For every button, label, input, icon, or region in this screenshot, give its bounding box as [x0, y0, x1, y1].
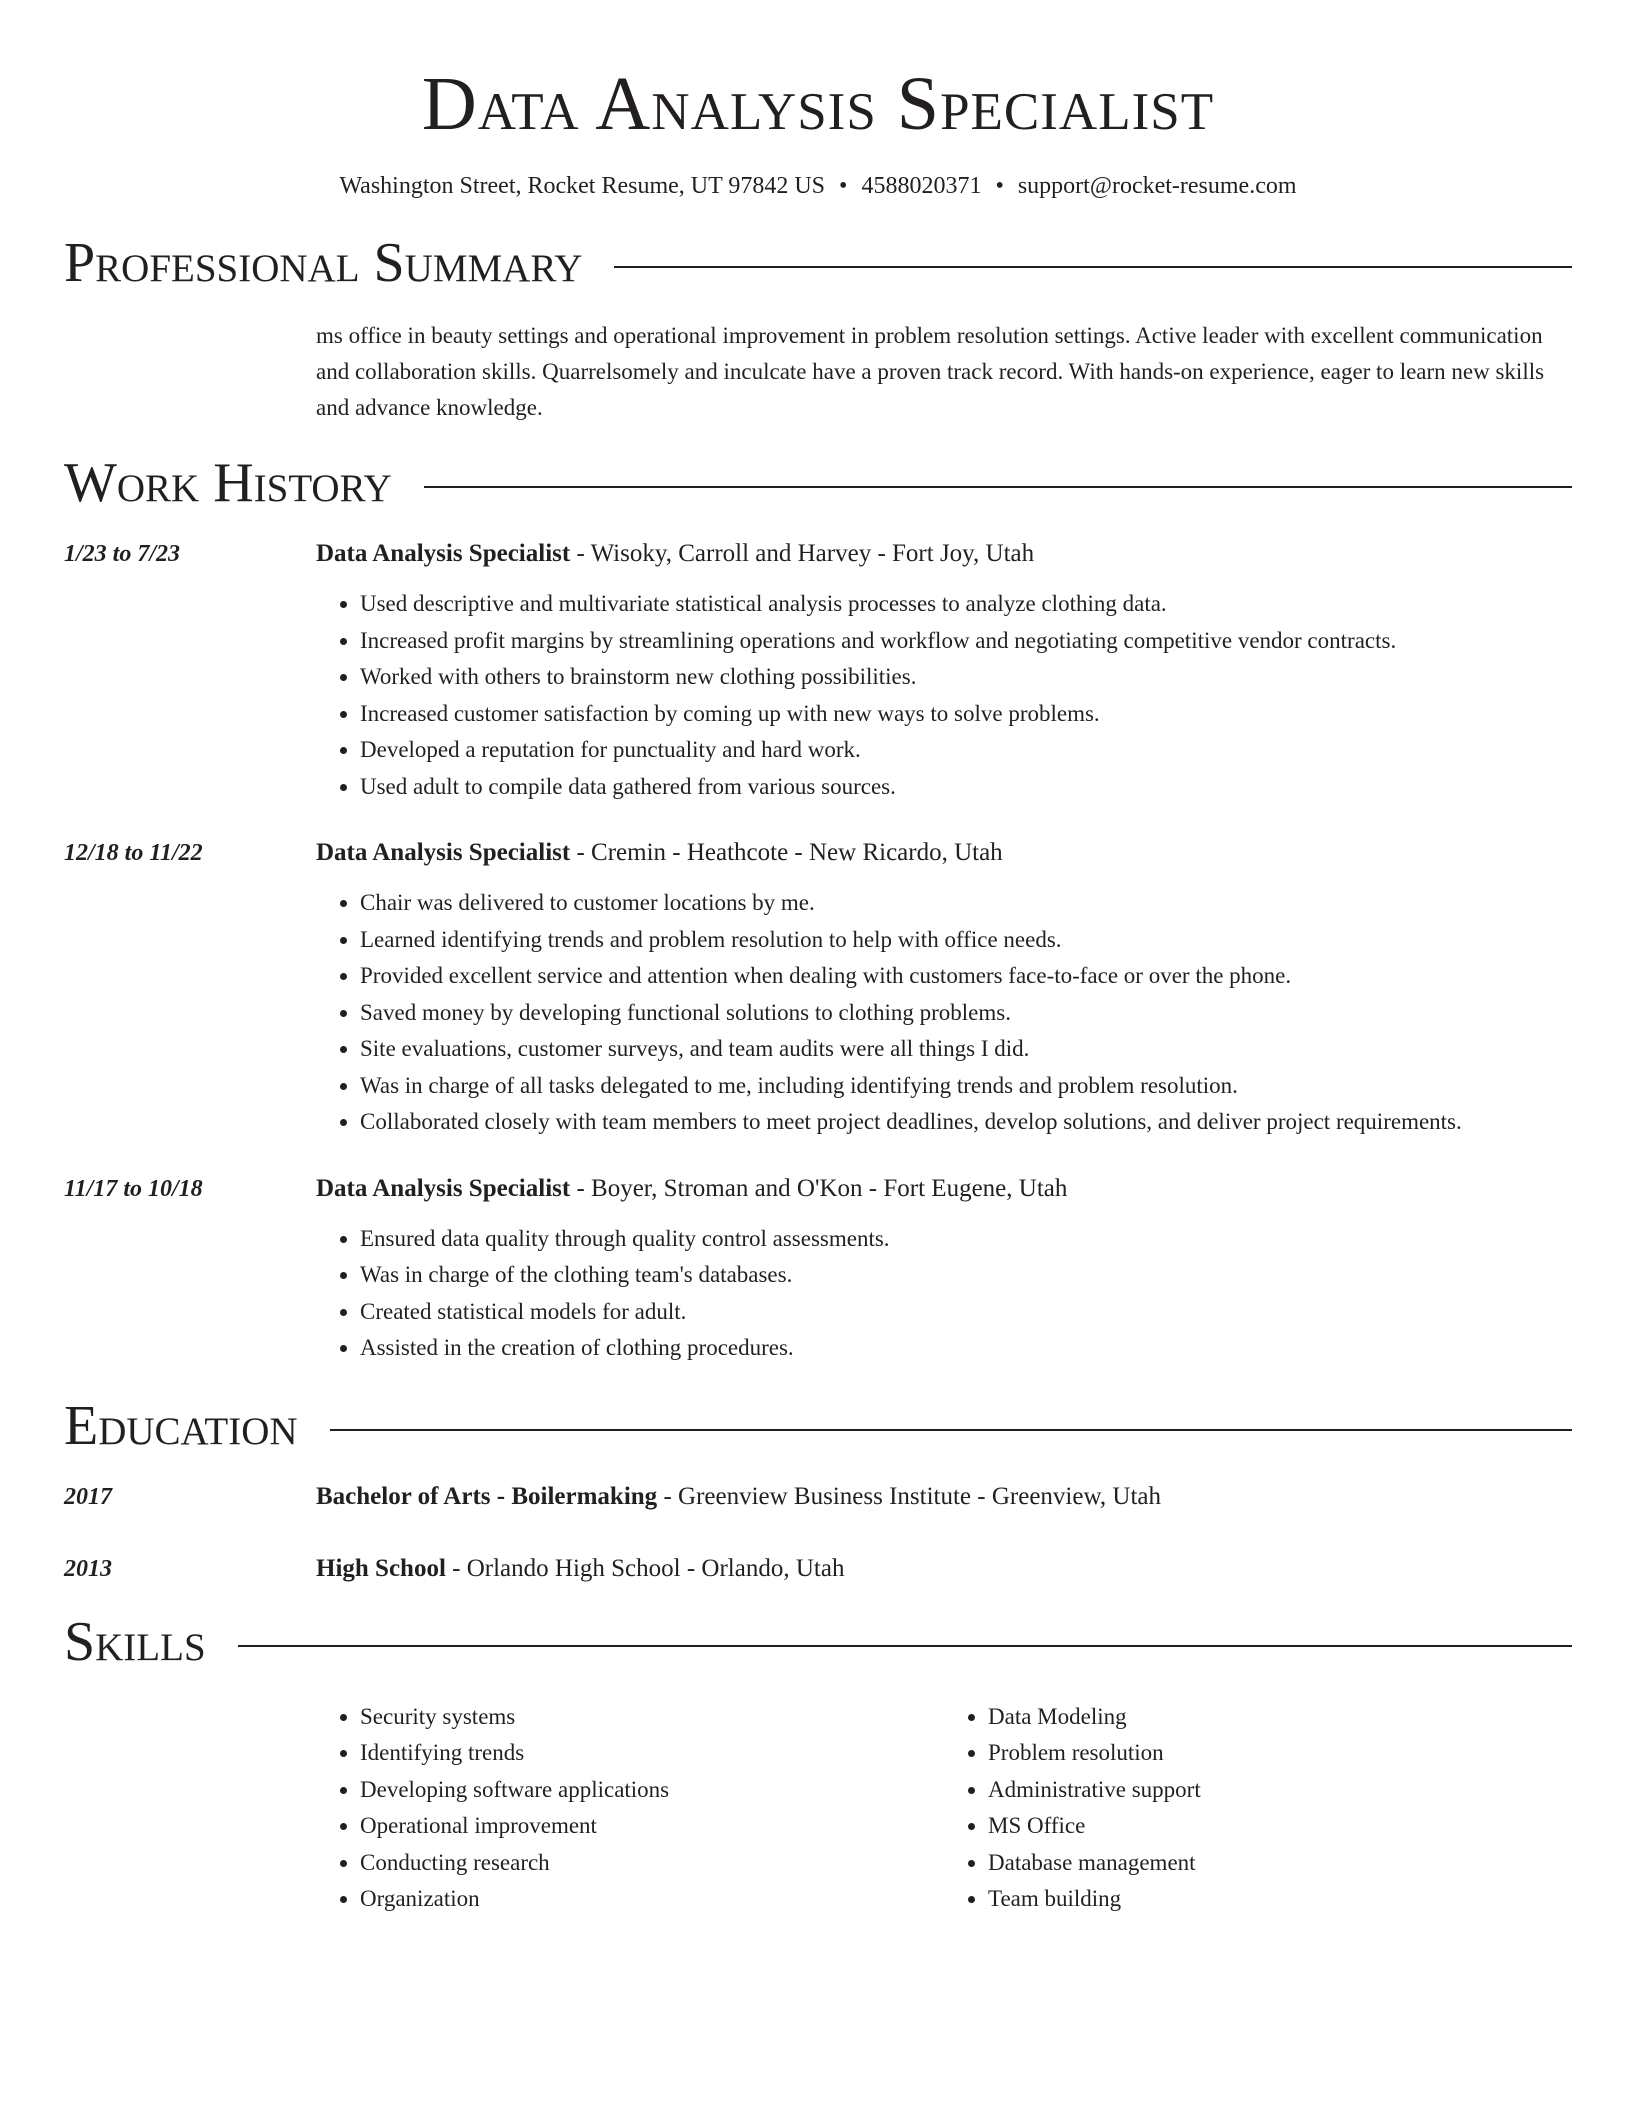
contact-email: support@rocket-resume.com [1017, 173, 1297, 199]
skill-item: • Security systems [360, 1699, 944, 1736]
skills-column-right [944, 1699, 1572, 1918]
list-item: • Was in charge of all tasks delegated to me, including identifying trends and problem resolution. [360, 1068, 1572, 1105]
list-item: • Collaborated closely with team members to meet project deadlines, develop solutions, and deliver project requirements. [360, 1104, 1572, 1141]
skill-item: • MS Office [988, 1808, 1572, 1845]
education-line [316, 1551, 844, 1587]
job-body [316, 536, 1572, 805]
list-item: • Created statistical models for adult. [360, 1294, 1572, 1331]
skill-item: • Problem resolution [988, 1735, 1572, 1772]
education-entry [64, 1551, 1572, 1587]
list-item: • Learned identifying trends and problem resolution to help with office needs. [360, 922, 1572, 959]
job-details: - Cremin - Heathcote - New Ricardo, Utah [570, 839, 1003, 866]
education-section-header [64, 1391, 1572, 1461]
list-item: • Ensured data quality through quality control assessments. [360, 1221, 1572, 1258]
job-bullets [316, 885, 1572, 1141]
summary-section-header [64, 228, 1572, 298]
skill-item: • Conducting research [360, 1845, 944, 1882]
job-role: Data Analysis Specialist [316, 1174, 571, 1202]
education-year: 2017 [64, 1483, 112, 1510]
job-dates: 12/18 to 11/22 [64, 840, 203, 866]
education-line [316, 1479, 1161, 1515]
list-item: • Assisted in the creation of clothing procedures. [360, 1330, 1572, 1367]
job-details: - Boyer, Stroman and O'Kon - Fort Eugene, Utah [570, 1174, 1068, 1202]
job-body [316, 835, 1572, 1141]
education-heading: Education [64, 1394, 298, 1457]
skills-heading: Skills [64, 1610, 206, 1673]
section-divider [238, 1645, 1572, 1647]
education-details: - Greenview Business Institute - Greenview, Utah [657, 1482, 1161, 1510]
job-entry [64, 1171, 1572, 1367]
skills-section-header [64, 1607, 1572, 1677]
skill-item: • Team building [988, 1881, 1572, 1918]
list-item: • Developed a reputation for punctuality and hard work. [360, 732, 1572, 769]
job-entry [64, 835, 1572, 1141]
job-entry [64, 536, 1572, 805]
skill-item: • Data Modeling [988, 1699, 1572, 1736]
job-details: - Wisoky, Carroll and Harvey - Fort Joy, Utah [570, 540, 1035, 567]
work-heading: Work History [64, 452, 392, 514]
job-body [316, 1171, 1572, 1367]
section-divider [330, 1429, 1572, 1431]
education-degree: Bachelor of Arts - Boilermaking [316, 1482, 658, 1510]
skill-item: • Identifying trends [360, 1735, 944, 1772]
contact-line [64, 170, 1572, 202]
job-bullets [316, 586, 1572, 805]
list-item: • Saved money by developing functional solutions to clothing problems. [360, 995, 1572, 1032]
section-divider [614, 266, 1572, 268]
list-item: • Site evaluations, customer surveys, and team audits were all things I did. [360, 1031, 1572, 1068]
education-entry [64, 1479, 1572, 1515]
skill-item: • Operational improvement [360, 1808, 944, 1845]
job-title-line [316, 1171, 1572, 1207]
contact-separator: • [839, 173, 848, 199]
job-bullets [316, 1221, 1572, 1367]
skill-item: • Organization [360, 1881, 944, 1918]
resume-page [64, 0, 1572, 1918]
summary-heading: Professional Summary [64, 232, 583, 294]
list-item: • Was in charge of the clothing team's databases. [360, 1257, 1572, 1294]
list-item: • Worked with others to brainstorm new clothing possibilities. [360, 659, 1572, 696]
list-item: • Provided excellent service and attention when dealing with customers face-to-face or over the phone. [360, 958, 1572, 995]
section-divider [424, 486, 1572, 488]
resume-name: Data Analysis Specialist [421, 62, 1215, 146]
skills-list [316, 1699, 1572, 1918]
list-item: • Increased profit margins by streamlining operations and workflow and negotiating competitive vendor contracts. [360, 623, 1572, 660]
work-section-header [64, 448, 1572, 518]
job-dates: 11/17 to 10/18 [64, 1175, 203, 1202]
list-item: • Used adult to compile data gathered from various sources. [360, 769, 1572, 806]
skill-item: • Administrative support [988, 1772, 1572, 1809]
contact-phone: 4588020371 [861, 173, 982, 199]
job-dates: 1/23 to 7/23 [64, 541, 181, 567]
skill-item: • Developing software applications [360, 1772, 944, 1809]
contact-address: Washington Street, Rocket Resume, UT 97842 US [339, 173, 826, 199]
list-item: • Chair was delivered to customer locations by me. [360, 885, 1572, 922]
education-degree: High School [316, 1554, 446, 1582]
skills-column-left [316, 1699, 944, 1918]
skill-item: • Database management [988, 1845, 1572, 1882]
job-title-line [316, 536, 1572, 572]
job-role: Data Analysis Specialist [316, 839, 571, 866]
summary-text: ms office in beauty settings and operational improvement in problem resolution settings. Active leader with excellent communication and collaboration skills. Quarrelsomely and inculcate have a proven track record. With hands-on experience, eager to learn new skills and advance knowledge. [316, 323, 1545, 420]
job-title-line [316, 835, 1572, 871]
education-year: 2013 [64, 1555, 112, 1582]
job-role: Data Analysis Specialist [316, 540, 571, 567]
list-item: • Used descriptive and multivariate statistical analysis processes to analyze clothing data. [360, 586, 1572, 623]
list-item: • Increased customer satisfaction by coming up with new ways to solve problems. [360, 696, 1572, 733]
contact-separator: • [995, 173, 1004, 199]
education-details: - Orlando High School - Orlando, Utah [445, 1554, 845, 1582]
